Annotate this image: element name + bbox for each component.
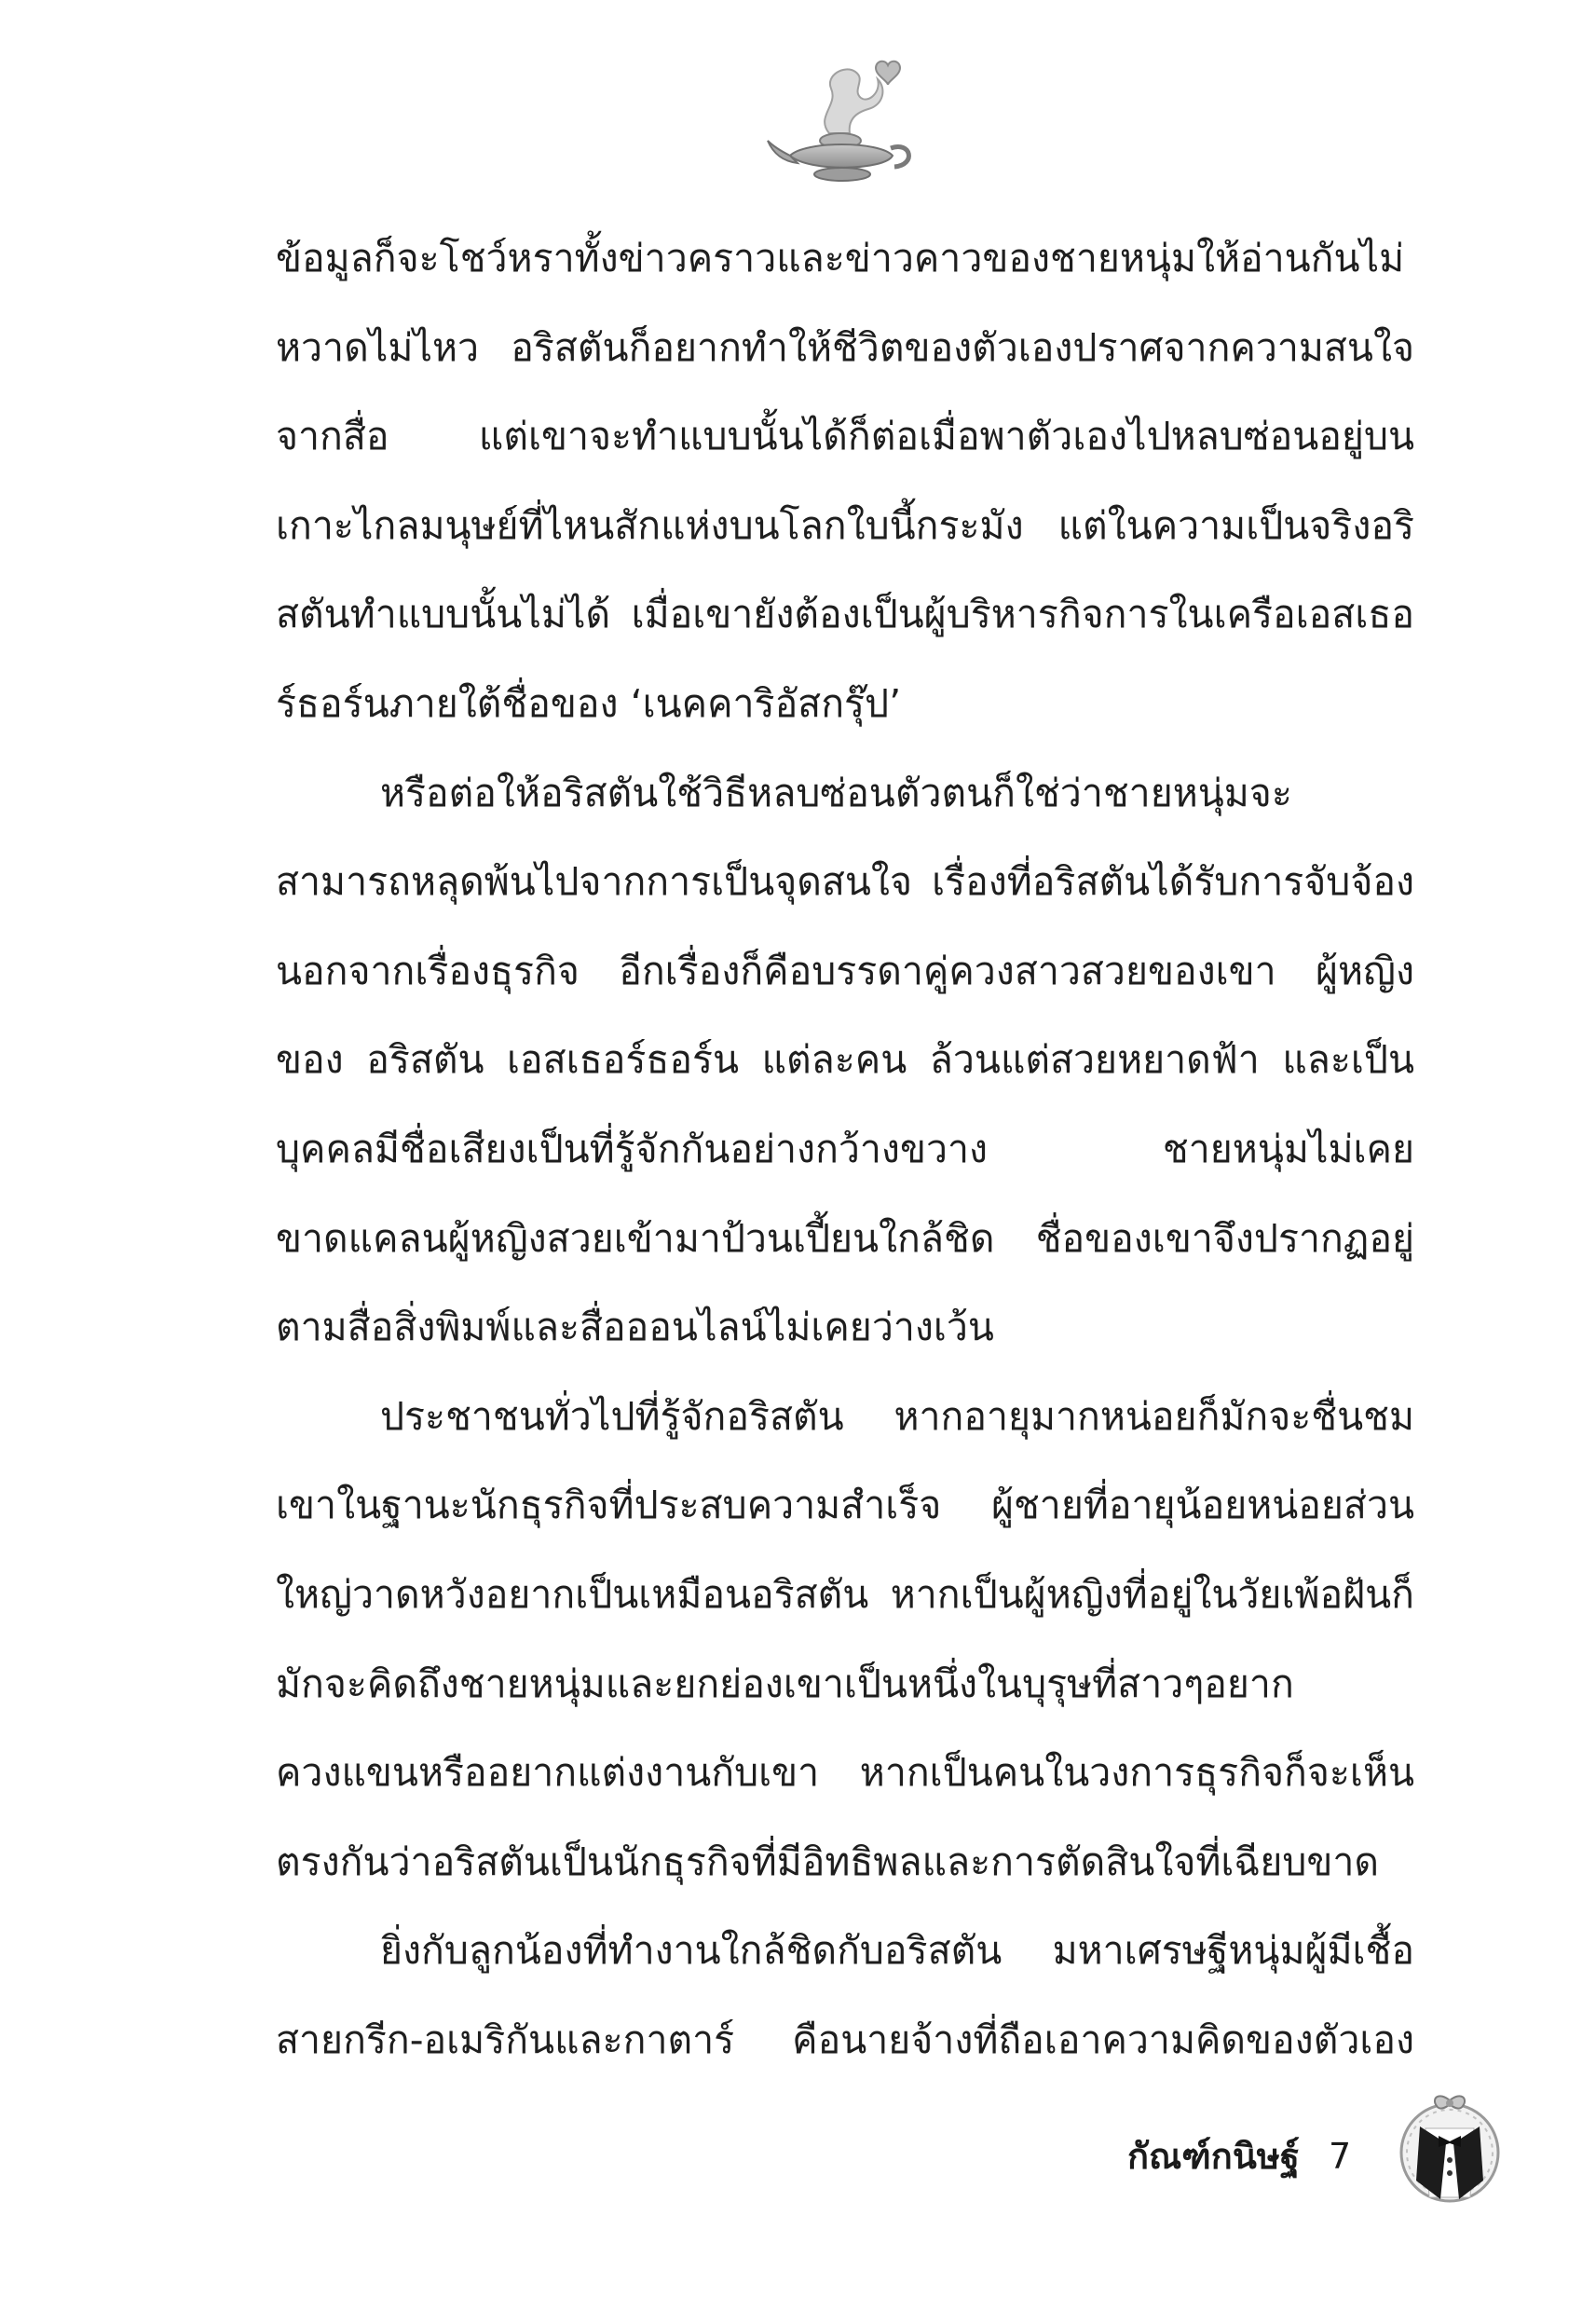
genie-lamp-icon	[764, 51, 922, 191]
tuxedo-emblem-icon	[1394, 2087, 1506, 2210]
paragraph-4: ยิ่งกับลูกน้องที่ทำงานใกล้ชิดกับอริสตัน มหาเศรษฐีหนุ่มผู้มีเชื้อสายกรีก-อเมริกันและกาตาร์ คือนายจ้างที่ถือเอาความคิดของตัวเอง	[276, 1928, 1414, 2062]
paragraph-2: หรือต่อให้อริสตันใช้วิธีหลบซ่อนตัวตนก็ใช่ว่าชายหนุ่มจะสามารถหลุดพ้นไปจากการเป็นจุดสนใจ เรื่องที่อริสตันได้รับการจับจ้องนอกจากเรื่องธุรกิจ อีกเรื่องก็คือบรรดาคู่ควงสาวสวยของเขา ผู้หญิงของ อริสตัน เอสเธอร์ธอร์น แต่ละคน ล้วนแต่สวยหยาดฟ้า และเป็นบุคคลมีชื่อเสียงเป็นที่รู้จักกันอย่างกว้างขวาง ชายหนุ่มไม่เคยขาดแคลนผู้หญิงสวยเข้ามาป้วนเปี้ยนใกล้ชิด ชื่อของเขาจึงปรากฏอยู่ตามสื่อสิ่งพิมพ์และสื่อออนไลน์ไม่เคยว่างเว้น	[276, 770, 1414, 1350]
footer-author: กัณฑ์กนิษฐ์	[1127, 2136, 1300, 2177]
main-text	[276, 214, 1414, 2097]
paragraph-1: ข้อมูลก็จะโชว์หราทั้งข่าวคราวและข่าวคาวของชายหนุ่มให้อ่านกันไม่หวาดไม่ไหว อริสตันก็อยากทำให้ชีวิตของตัวเองปราศจากความสนใจจากสื่อ แต่เขาจะทำแบบนั้นได้ก็ต่อเมื่อพาตัวเองไปหลบซ่อนอยู่บนเกาะไกลมนุษย์ที่ไหนสักแห่งบนโลกใบนี้กระมัง แต่ในความเป็นจริงอริสตันทำแบบนั้นไม่ได้ เมื่อเขายังต้องเป็นผู้บริหารกิจการในเครือเอสเธอร์ธอร์นภายใต้ชื่อของ ‘เนคคาริอัสกรุ๊ป’	[276, 236, 1414, 726]
page-number: 7	[1329, 2136, 1352, 2177]
paragraph-3: ประชาชนทั่วไปที่รู้จักอริสตัน หากอายุมากหน่อยก็มักจะชื่นชมเขาในฐานะนักธุรกิจที่ประสบความสำเร็จ ผู้ชายที่อายุน้อยหน่อยส่วนใหญ่วาดหวังอยากเป็นเหมือนอริสตัน หากเป็นผู้หญิงที่อยู่ในวัยเพ้อฝันก็มักจะคิดถึงชายหนุ่มและยกย่องเขาเป็นหนึ่งในบุรุษที่สาวๆอยากควงแขนหรืออยากแต่งงานกับเขา หากเป็นคนในวงการธุรกิจก็จะเห็นตรงกันว่าอริสตันเป็นนักธุรกิจที่มีอิทธิพลและการตัดสินใจที่เฉียบขาด	[276, 1393, 1414, 1884]
